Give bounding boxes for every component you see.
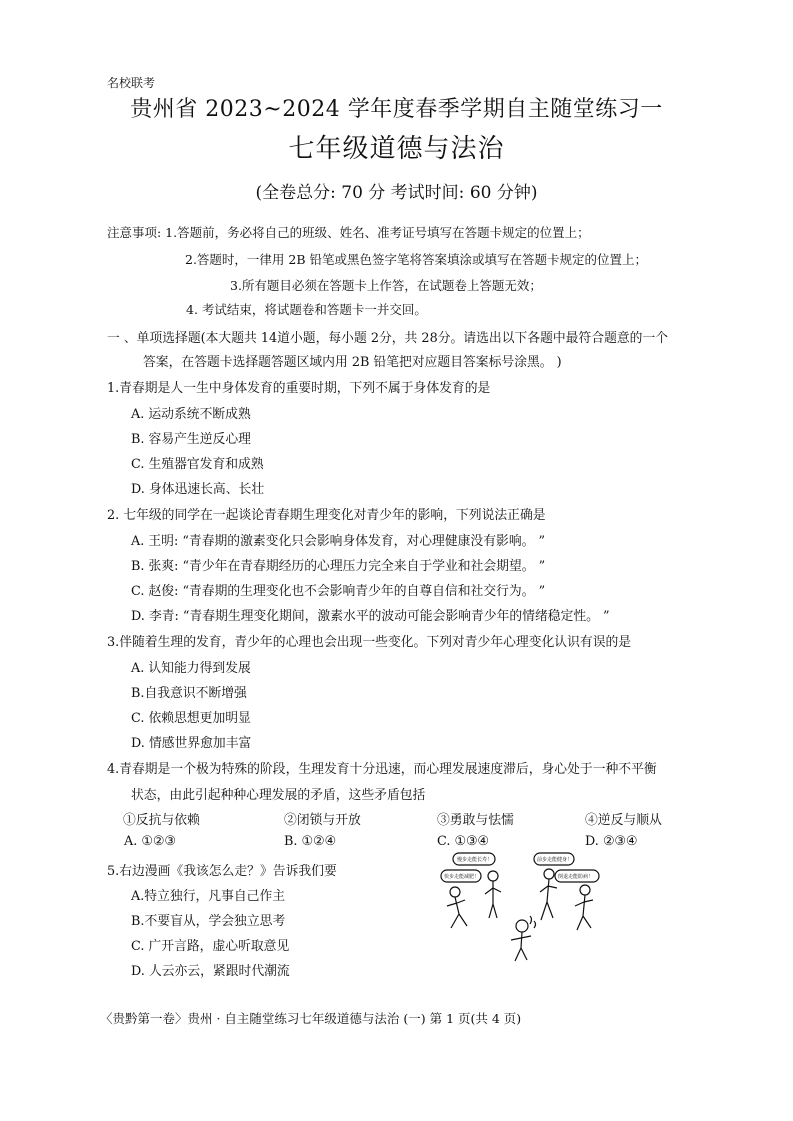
question-5-stem: 5.右边漫画《我该怎么走？》告诉我们要	[107, 864, 337, 879]
question-2-option-a: A. 王明: “青春期的激素变化只会影响身体发育，对心理健康没有影响。 ”	[131, 534, 546, 549]
question-1-option-c: C. 生殖器官发育和成熟	[131, 457, 264, 472]
question-4-item-4: ④逆反与顺从	[585, 813, 662, 828]
bubble-4: 倒退走能防病！	[558, 874, 594, 880]
question-1-option-d: D. 身体迅速长高、长壮	[131, 482, 265, 497]
question-4-item-3: ③勇敢与怯懦	[437, 813, 514, 828]
exam-title: 贵州省 2023~2024 学年度春季学期自主随堂练习一	[130, 97, 663, 122]
bubble-1: 慢步走能长寿！	[457, 857, 493, 863]
question-4-stem-line1: 4.青春期是一个极为特殊的阶段，生理发育十分迅速，而心理发展速度滞后，身心处于一种不平衡	[107, 762, 657, 777]
cartoon-svg	[437, 848, 617, 963]
note-3: 3.所有题目必须在答题卡上作答，在试题卷上答题无效；	[230, 278, 542, 293]
page-footer: 〈贵黔第一卷〉贵州 · 自主随堂练习七年级道德与法治 (一) 第 1 页(共 4 页)	[100, 1011, 522, 1026]
header-tag: 名校联考	[107, 76, 156, 90]
question-4-option-b: B. ①②④	[284, 834, 336, 849]
section-heading-line1: 一 、单项选择题(本大题共 14道小题，每小题 2分，共 28分。请选出以下各题中最符合题意的一个	[107, 331, 669, 346]
question-5-option-d: D. 人云亦云，紧跟时代潮流	[131, 964, 290, 979]
section-heading-line2: 答案，在答题卡选择题答题区域内用 2B 铅笔把对应题目答案标号涂黑。 )	[143, 355, 562, 370]
question-2-option-c: C. 赵俊: “青春期的生理变化也不会影响青少年的自尊自信和社交行为。 ”	[131, 584, 546, 599]
exam-meta: (全卷总分: 70 分 考试时间: 60 分钟)	[255, 183, 538, 203]
question-3-option-d: D. 情感世界愈加丰富	[131, 736, 252, 751]
note-1: 注意事项: 1.答题前，务必将自己的班级、姓名、准考证号填写在答题卡规定的位置上；	[107, 225, 590, 240]
question-1-option-b: B. 容易产生逆反心理	[131, 432, 251, 447]
bubble-2: 快步走能减肥！	[444, 874, 480, 880]
question-3-stem: 3.伴随着生理的发育，青少年的心理也会出现一些变化。下列对青少年心理变化认识有误的是	[107, 635, 632, 650]
question-5-option-b: B.不要盲从，学会独立思考	[131, 914, 286, 929]
question-5-option-c: C. 广开言路，虚心听取意见	[131, 939, 290, 954]
question-2-option-b: B. 张爽: “青少年在青春期经历的心理压力完全来自于学业和社会期望。 ”	[131, 559, 546, 574]
note-4: 4. 考试结束，将试题卷和答题卡一并交回。	[186, 302, 427, 317]
question-2-stem: 2. 七年级的同学在一起谈论青春期生理变化对青少年的影响，下列说法正确是	[107, 508, 546, 523]
cartoon-illustration	[437, 848, 617, 963]
question-2-option-d: D. 李青: “青春期生理变化期间，激素水平的波动可能会影响青少年的情绪稳定性。 ”	[131, 609, 610, 624]
question-4-stem-line2: 状态，由此引起种种心理发展的矛盾，这些矛盾包括	[131, 788, 426, 803]
question-4-item-1: ①反抗与依赖	[123, 813, 200, 828]
note-2: 2.答题时，一律用 2B 铅笔或黑色签字笔将答案填涂或填写在答题卡规定的位置上；	[185, 252, 648, 267]
question-3-option-c: C. 依赖思想更加明显	[131, 711, 251, 726]
question-4-option-a: A. ①②③	[124, 834, 176, 849]
bubble-3: 前步走能健身！	[537, 857, 573, 863]
question-1-stem: 1.青春期是人一生中身体发育的重要时期，下列不属于身体发育的是	[107, 381, 491, 396]
question-4-option-d: D. ②③④	[585, 834, 638, 849]
subject-title: 七年级道德与法治	[288, 134, 505, 164]
question-3-option-a: A. 认知能力得到发展	[131, 661, 251, 676]
question-1-option-a: A. 运动系统不断成熟	[131, 407, 251, 422]
question-5-option-a: A.特立独行，凡事自己作主	[131, 889, 286, 904]
question-4-item-2: ②闭锁与开放	[284, 813, 361, 828]
question-3-option-b: B.自我意识不断增强	[131, 686, 247, 701]
question-4-option-c: C. ①③④	[437, 834, 489, 849]
